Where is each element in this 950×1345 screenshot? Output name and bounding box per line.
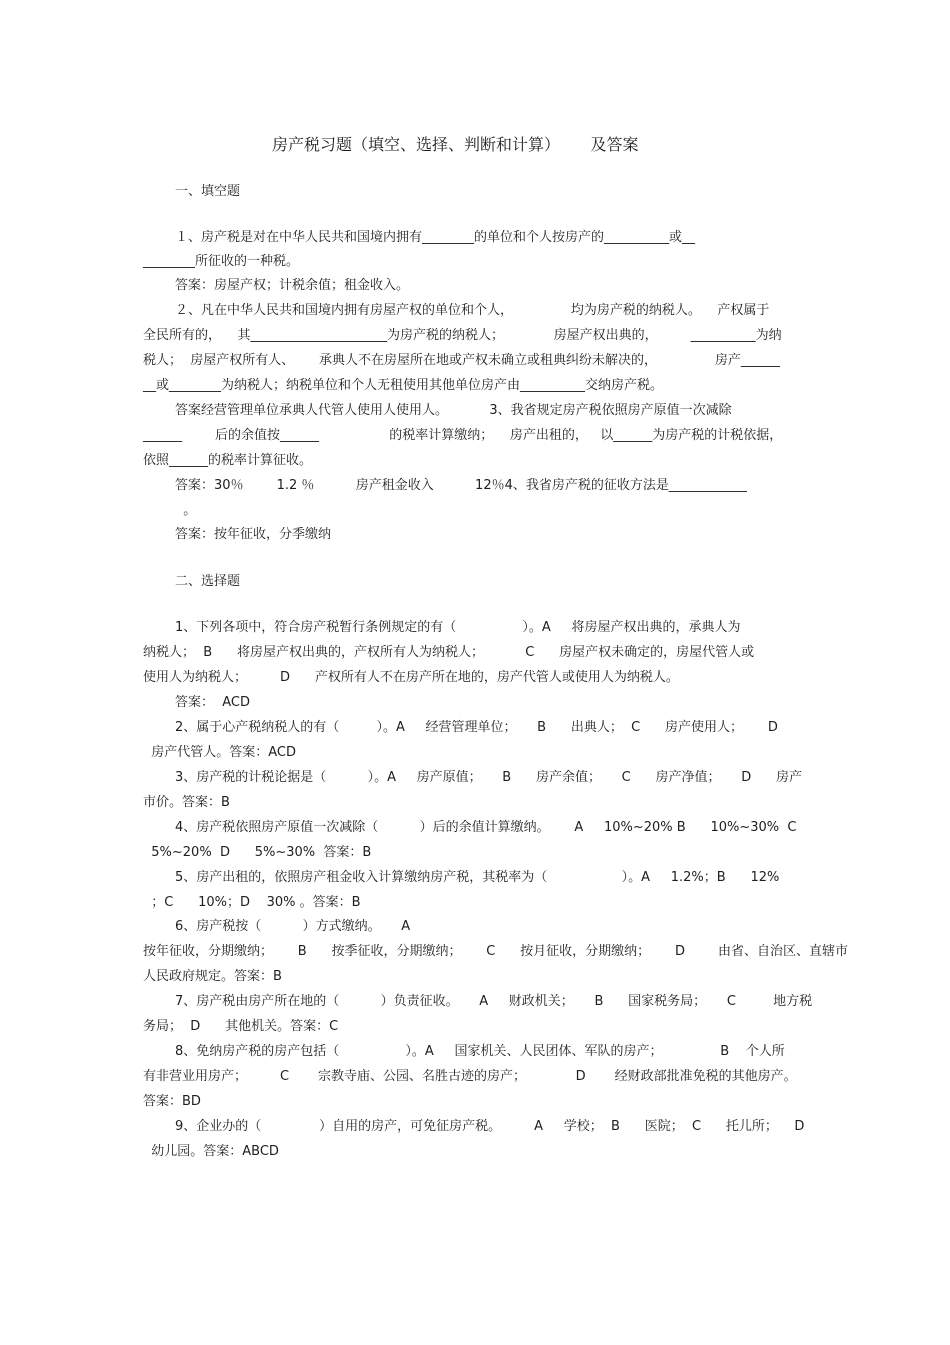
question-line: 5、房产出租的，依照房产租金收入计算缴纳房产税，其税率为（ ）。A 1.2%；B 12% (175, 870, 780, 885)
text-line: １、房产税是对在中华人民共和国境内拥有________的单位和个人按房产的__________或__ (175, 230, 696, 245)
question-line: 6、房产税按（ ）方式缴纳。 A (175, 919, 411, 934)
answer-line: 答案： ACD (175, 695, 251, 710)
question-line: 使用人为纳税人； D 产权所有人不在房产所在地的，房产代管人或使用人为纳税人。 (143, 670, 679, 685)
question-line: 8、免纳房产税的房产包括（ ）。A 国家机关、人民团体、军队的房产； B 个人所 (175, 1044, 785, 1059)
question-line: 务局； D 其他机关。答案：C (143, 1019, 339, 1034)
question-line: 人民政府规定。答案：B (143, 969, 282, 984)
question-line: ；C 10%；D 30% 。答案：B (143, 895, 361, 910)
question-line: 按年征收，分期缴纳； B 按季征收，分期缴纳； C 按月征收，分期缴纳； D 由省、自治区、直辖市 (143, 944, 849, 959)
question-line: 9、企业办的（ ）自用的房产，可免征房产税。 A 学校； B 医院； C 托儿所； D (175, 1119, 805, 1134)
question-line: 纳税人； B 将房屋产权出典的，产权所有人为纳税人； C 房屋产权未确定的，房屋代管人或 (143, 645, 755, 660)
question-line: 幼儿园。答案：ABCD (143, 1144, 279, 1159)
text-line: ________所征收的一种税。 (143, 254, 300, 269)
text-line: 依照______的税率计算征收。 (143, 453, 313, 468)
question-line: 有非营业用房产； C 宗教寺庙、公园、名胜古迹的房产； D 经财政部批准免税的其他房产。 (143, 1069, 797, 1084)
question-line: 5%~20% D 5%~30% 答案：B (143, 845, 372, 860)
answer-line: 答案：按年征收，分季缴纳 (175, 527, 332, 542)
text-line: __或________为纳税人；纳税单位和个人无租使用其他单位房产由__________交纳房产税。 (143, 378, 664, 393)
text-line: 全民所有的， 其_____________________为房产税的纳税人； 房屋产权出典的， __________为纳 (143, 328, 782, 343)
answer-line: 答案：房屋产权；计税余值；租金收入。 (175, 278, 410, 293)
answer-line: 答案：BD (143, 1094, 201, 1109)
question-line: 房产代管人。答案：ACD (143, 745, 297, 760)
question-line: 3、房产税的计税论据是（ ）。A 房产原值； B 房产余值； C 房产净值； D 房产 (175, 770, 803, 785)
question-line: 市价。答案：B (143, 795, 230, 810)
question-line: 1、下列各项中，符合房产税暂行条例规定的有（ ）。A 将房屋产权出典的，承典人为 (175, 620, 741, 635)
section-heading-choice: 二、选择题 (175, 574, 241, 589)
question-line: 7、房产税由房产所在地的（ ）负责征收。 A 财政机关； B 国家税务局； C 地方税 (175, 994, 813, 1009)
question-line: 2、属于心产税纳税人的有（ ）。A 经营管理单位； B 出典人； C 房产使用人； D (175, 720, 778, 735)
document-title: 房产税习题（填空、选择、判断和计算） 及答案 (272, 135, 639, 154)
text-line: ______ 后的余值按______ 的税率计算缴纳； 房产出租的， 以______为房产税的计税依据， (143, 428, 783, 443)
question-line: 4、房产税依照房产原值一次减除（ ）后的余值计算缴纳。 A 10%~20% B 10%~30% C (175, 820, 797, 835)
text-line: 税人； 房屋产权所有人、 承典人不在房屋所在地或产权未确立或租典纠纷未解决的， 房产______ (143, 353, 780, 368)
answer-line: 答案：30％ 1.2 ％ 房产租金收入 12％4、我省房产税的征收方法是____________ (175, 478, 747, 493)
text-line: ２、凡在中华人民共和国境内拥有房屋产权的单位和个人， 均为房产税的纳税人。 产权属于 (175, 303, 770, 318)
text-line: 。 (175, 503, 197, 518)
answer-line: 答案经营管理单位承典人代管人使用人使用人。 3、我省规定房产税依照房产原值一次减除 (175, 403, 732, 418)
section-heading-fill-blank: 一、填空题 (175, 184, 241, 199)
